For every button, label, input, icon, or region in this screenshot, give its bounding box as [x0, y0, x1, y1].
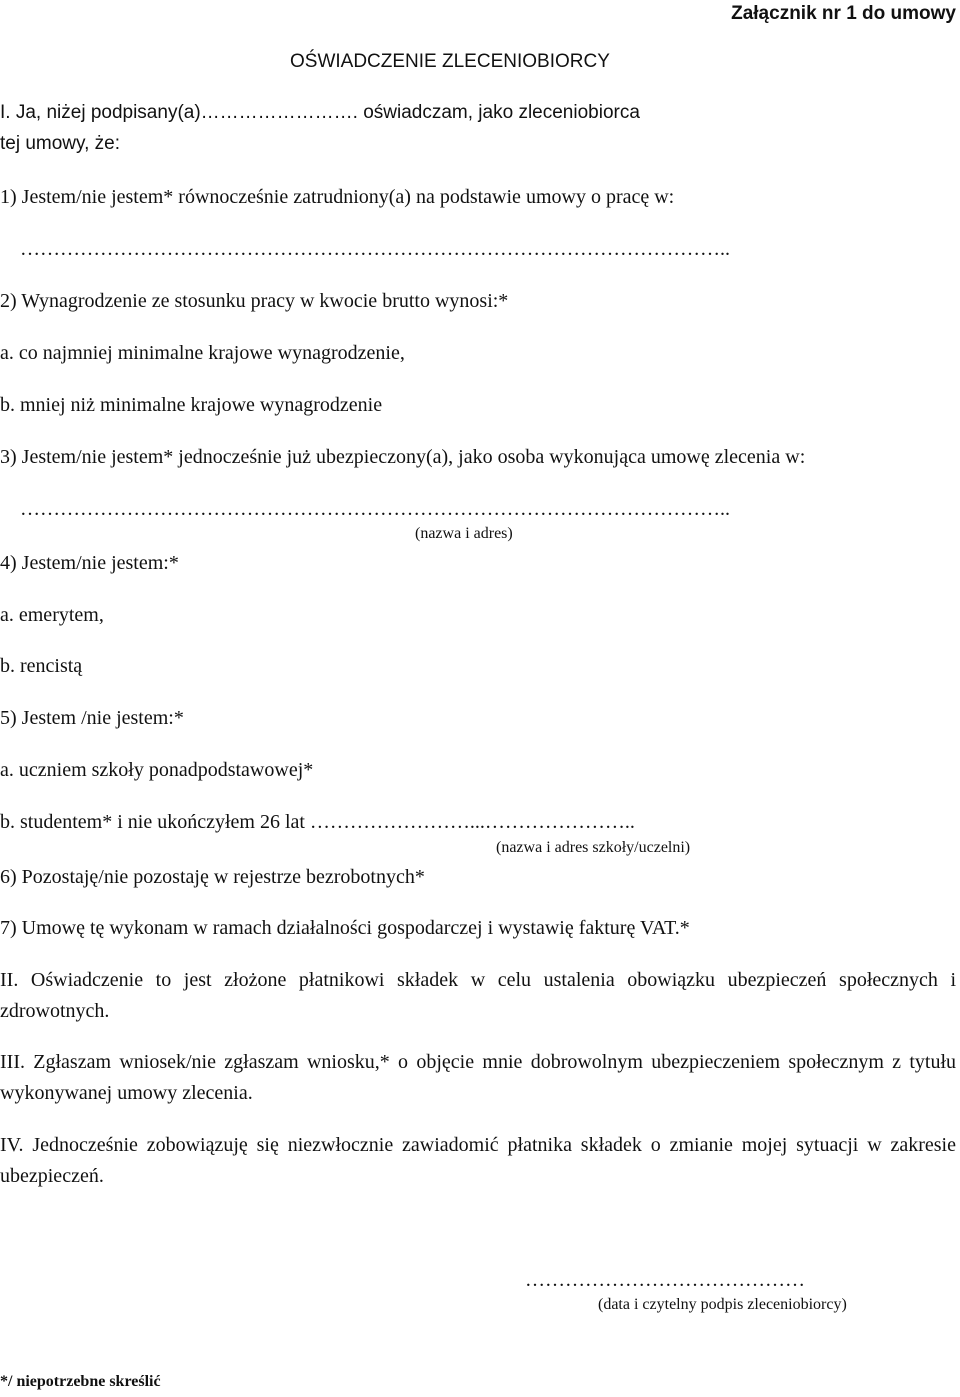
intro-line-1: I. Ja, niżej podpisany(a)……………………. oświadczam, jako zleceniobiorca — [0, 102, 640, 123]
document-title: OŚWIADCZENIE ZLECENIOBIORCY — [290, 51, 610, 72]
signature-line: …………………………………… — [525, 1269, 805, 1291]
item-2-option-b: b. mniej niż minimalne krajowe wynagrodzenie — [0, 394, 383, 416]
section-3-line-2: społecznym z tytułu wykonywanej umowy zlecenia. — [0, 1051, 957, 1104]
section-3-paragraph — [0, 1047, 956, 1109]
item-3-text: 3) Jestem/nie jestem* jednocześnie już ubezpieczony(a), jako osoba wykonująca umowę zlecenia w: — [0, 446, 806, 468]
footnote: */ niepotrzebne skreślić — [0, 1373, 161, 1390]
section-3-line-1: III. Zgłaszam wniosek/nie zgłaszam wniosku,* o objęcie mnie dobrowolnym ubezpieczeniem — [0, 1051, 781, 1073]
item-4-option-a: a. emerytem, — [0, 604, 104, 626]
item-5-option-b: b. studentem* i nie ukończyłem 26 lat ……………………...………………….. — [0, 811, 635, 833]
intro-line-2: tej umowy, że: — [0, 133, 121, 154]
item-2-text: 2) Wynagrodzenie ze stosunku pracy w kwocie brutto wynosi:* — [0, 290, 509, 312]
section-2-paragraph — [0, 965, 956, 1027]
item-4-option-b: b. rencistą — [0, 655, 83, 677]
item-1-text: 1) Jestem/nie jestem* równocześnie zatrudniony(a) na podstawie umowy o pracę w: — [0, 186, 675, 208]
item-6-text: 6) Pozostaję/nie pozostaję w rejestrze bezrobotnych* — [0, 866, 425, 888]
item-4-text: 4) Jestem/nie jestem:* — [0, 552, 179, 574]
item-2-option-a: a. co najmniej minimalne krajowe wynagrodzenie, — [0, 342, 405, 364]
annex-label: Załącznik nr 1 do umowy — [731, 3, 956, 24]
section-2-line-1: II. Oświadczenie to jest złożone płatnikowi składek w celu ustalenia obowiązku ubezpieczeń — [0, 969, 827, 991]
item-5-option-a: a. uczniem szkoły ponadpodstawowej* — [0, 759, 314, 781]
signature-caption: (data i czytelny podpis zleceniobiorcy) — [598, 1296, 847, 1313]
section-4-line-1: IV. Jednocześnie zobowiązuję się niezwłocznie zawiadomić płatnika składek o zmianie mojej — [0, 1134, 788, 1156]
section-4-line-2: sytuacji w zakresie ubezpieczeń. — [0, 1134, 956, 1187]
item-7-text: 7) Umowę tę wykonam w ramach działalności gospodarczej i wystawię fakturę VAT.* — [0, 917, 690, 939]
item-3-fill-caption: (nazwa i adres) — [415, 525, 513, 542]
item-5-text: 5) Jestem /nie jestem:* — [0, 707, 184, 729]
item-1-fill-line: …………………………………………………………………………………………….. — [20, 238, 730, 260]
item-3-fill-line: …………………………………………………………………………………………….. — [20, 498, 730, 520]
section-4-paragraph — [0, 1130, 956, 1192]
section-2-line-2: społecznych i zdrowotnych. — [0, 969, 957, 1022]
item-5-fill-caption: (nazwa i adres szkoły/uczelni) — [496, 839, 691, 856]
